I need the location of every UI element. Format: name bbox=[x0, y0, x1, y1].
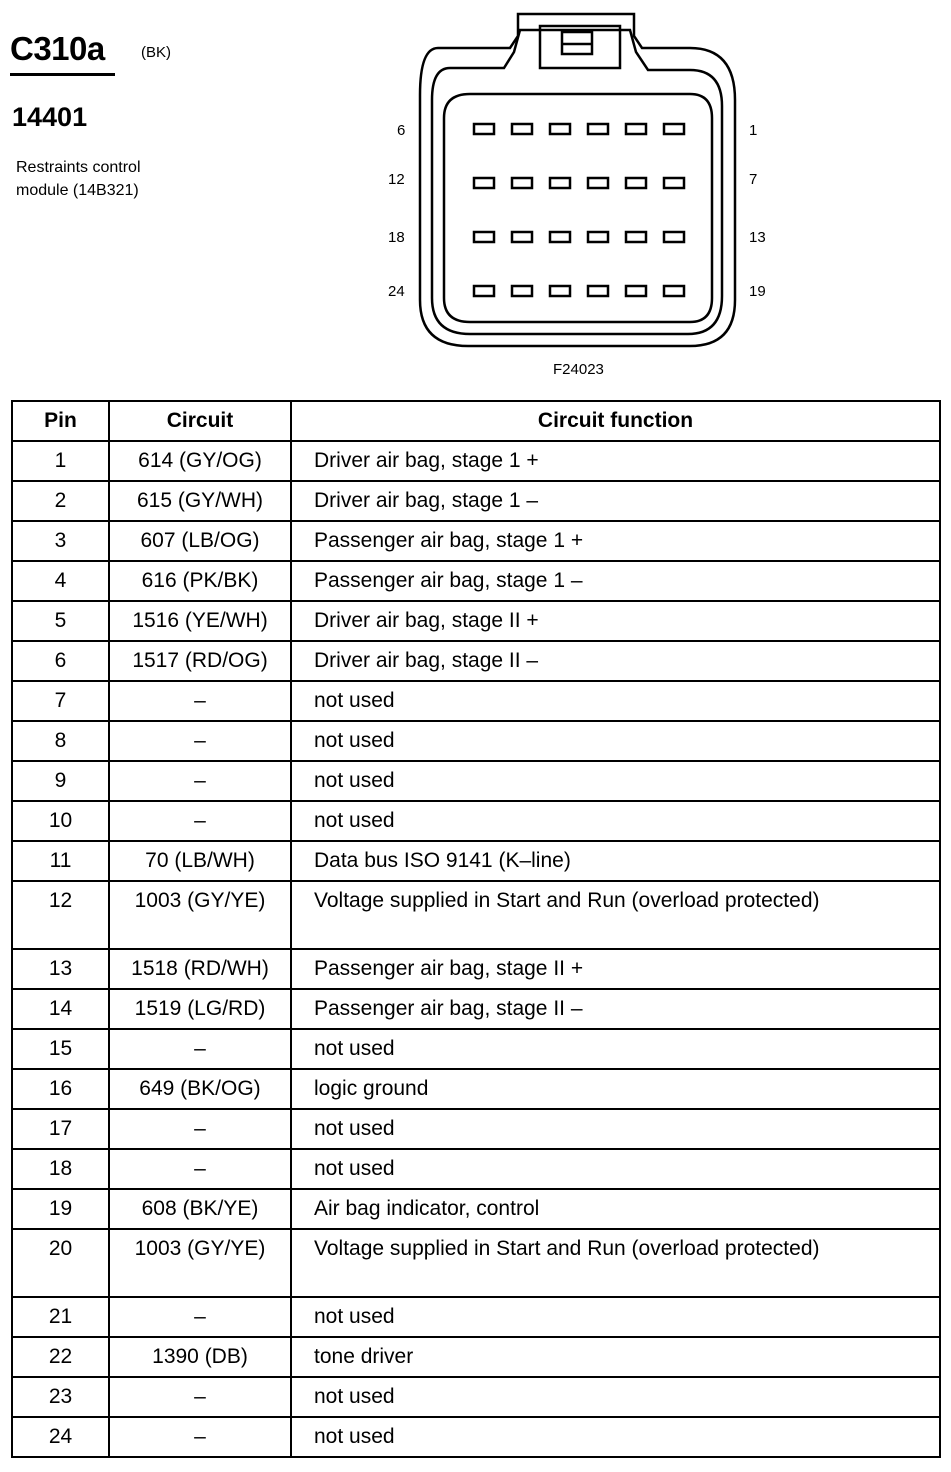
description-line-2: module (14B321) bbox=[16, 182, 139, 199]
circuit-cell: 70 (LB/WH) bbox=[109, 841, 291, 881]
figure-id: F24023 bbox=[553, 361, 604, 378]
table-row bbox=[12, 841, 940, 881]
pin-number-cell: 12 bbox=[12, 881, 109, 949]
pin-number-cell: 1 bbox=[12, 441, 109, 481]
pin-cavity bbox=[550, 124, 570, 134]
pin-number-cell: 15 bbox=[12, 1029, 109, 1069]
table-row bbox=[12, 881, 940, 949]
circuit-function-cell: Voltage supplied in Start and Run (overload protected) bbox=[291, 881, 940, 949]
table-row bbox=[12, 1189, 940, 1229]
table-row bbox=[12, 721, 940, 761]
circuit-function-cell: tone driver bbox=[291, 1337, 940, 1377]
circuit-function-cell: Driver air bag, stage II – bbox=[291, 641, 940, 681]
row-label-left-2: 12 bbox=[388, 171, 405, 188]
table-row bbox=[12, 1069, 940, 1109]
pin-cavity bbox=[626, 232, 646, 242]
connector-id-underline bbox=[10, 73, 115, 76]
table-row bbox=[12, 521, 940, 561]
table-row bbox=[12, 1149, 940, 1189]
pin-cavity bbox=[588, 178, 608, 188]
pin-number-cell: 4 bbox=[12, 561, 109, 601]
pin-cavity bbox=[550, 178, 570, 188]
pin-cavity bbox=[512, 178, 532, 188]
table-row bbox=[12, 761, 940, 801]
circuit-function-cell: not used bbox=[291, 1377, 940, 1417]
pin-number-cell: 24 bbox=[12, 1417, 109, 1457]
pin-cavity bbox=[664, 232, 684, 242]
pin-cavity bbox=[550, 286, 570, 296]
pin-number-cell: 5 bbox=[12, 601, 109, 641]
circuit-cell: 1390 (DB) bbox=[109, 1337, 291, 1377]
connector-housing-outline bbox=[420, 14, 735, 346]
row-label-right-4: 19 bbox=[749, 283, 766, 300]
pin-cavity bbox=[588, 286, 608, 296]
pin-cavity bbox=[626, 124, 646, 134]
circuit-function-cell: Passenger air bag, stage II – bbox=[291, 989, 940, 1029]
circuit-function-cell: not used bbox=[291, 1029, 940, 1069]
circuit-cell: 608 (BK/YE) bbox=[109, 1189, 291, 1229]
circuit-function-cell: Passenger air bag, stage II + bbox=[291, 949, 940, 989]
circuit-cell: 607 (LB/OG) bbox=[109, 521, 291, 561]
pin-number-cell: 3 bbox=[12, 521, 109, 561]
pin-cavity bbox=[474, 178, 494, 188]
pin-number-cell: 13 bbox=[12, 949, 109, 989]
pin-number-cell: 23 bbox=[12, 1377, 109, 1417]
row-label-right-2: 7 bbox=[749, 171, 758, 188]
pin-cavity bbox=[664, 124, 684, 134]
pin-cavity bbox=[588, 124, 608, 134]
pin-cavity bbox=[474, 124, 494, 134]
row-label-right-1: 1 bbox=[749, 122, 758, 139]
circuit-function-cell: not used bbox=[291, 1109, 940, 1149]
circuit-function-cell: not used bbox=[291, 1149, 940, 1189]
pin-number-cell: 16 bbox=[12, 1069, 109, 1109]
pin-number-cell: 14 bbox=[12, 989, 109, 1029]
part-number: 14401 bbox=[12, 102, 88, 132]
circuit-cell: 1003 (GY/YE) bbox=[109, 1229, 291, 1297]
circuit-cell: – bbox=[109, 1297, 291, 1337]
pin-number-cell: 20 bbox=[12, 1229, 109, 1297]
component-description bbox=[16, 156, 141, 202]
circuit-cell: 615 (GY/WH) bbox=[109, 481, 291, 521]
pin-cavity bbox=[550, 232, 570, 242]
pin-number-cell: 17 bbox=[12, 1109, 109, 1149]
table-row bbox=[12, 1417, 940, 1457]
circuit-cell: – bbox=[109, 761, 291, 801]
row-label-left-4: 24 bbox=[388, 283, 405, 300]
pin-cavity bbox=[626, 286, 646, 296]
circuit-cell: 649 (BK/OG) bbox=[109, 1069, 291, 1109]
pin-number-cell: 19 bbox=[12, 1189, 109, 1229]
header-pin: Pin bbox=[12, 401, 109, 441]
header-circuit-function: Circuit function bbox=[291, 401, 940, 441]
pin-cavity bbox=[474, 286, 494, 296]
table-row bbox=[12, 949, 940, 989]
circuit-cell: 1518 (RD/WH) bbox=[109, 949, 291, 989]
table-row bbox=[12, 1377, 940, 1417]
pin-number-cell: 18 bbox=[12, 1149, 109, 1189]
table-row bbox=[12, 1337, 940, 1377]
pin-number-cell: 21 bbox=[12, 1297, 109, 1337]
circuit-cell: 1516 (YE/WH) bbox=[109, 601, 291, 641]
circuit-cell: – bbox=[109, 681, 291, 721]
table-row bbox=[12, 601, 940, 641]
pinout-table bbox=[11, 400, 941, 1458]
pin-number-cell: 10 bbox=[12, 801, 109, 841]
table-row bbox=[12, 1229, 940, 1297]
connector-id: C310a bbox=[10, 30, 105, 67]
circuit-cell: – bbox=[109, 1149, 291, 1189]
table-row bbox=[12, 989, 940, 1029]
pin-cavity-grid bbox=[474, 124, 684, 296]
circuit-function-cell: Driver air bag, stage 1 + bbox=[291, 441, 940, 481]
connector-face-diagram bbox=[380, 8, 780, 388]
pin-cavity bbox=[626, 178, 646, 188]
circuit-function-cell: not used bbox=[291, 801, 940, 841]
circuit-cell: 1519 (LG/RD) bbox=[109, 989, 291, 1029]
table-header-row bbox=[12, 401, 940, 441]
table-row bbox=[12, 681, 940, 721]
pin-cavity bbox=[588, 232, 608, 242]
header-circuit: Circuit bbox=[109, 401, 291, 441]
circuit-function-cell: Voltage supplied in Start and Run (overload protected) bbox=[291, 1229, 940, 1297]
table-row bbox=[12, 641, 940, 681]
pin-number-cell: 2 bbox=[12, 481, 109, 521]
connector-color: (BK) bbox=[141, 44, 171, 61]
circuit-function-cell: not used bbox=[291, 1297, 940, 1337]
circuit-cell: 614 (GY/OG) bbox=[109, 441, 291, 481]
pin-cavity bbox=[664, 286, 684, 296]
circuit-cell: – bbox=[109, 1417, 291, 1457]
circuit-function-cell: Driver air bag, stage 1 – bbox=[291, 481, 940, 521]
row-label-left-3: 18 bbox=[388, 229, 405, 246]
table-row bbox=[12, 1297, 940, 1337]
circuit-function-cell: Passenger air bag, stage 1 + bbox=[291, 521, 940, 561]
circuit-function-cell: logic ground bbox=[291, 1069, 940, 1109]
pin-cavity bbox=[664, 178, 684, 188]
circuit-function-cell: not used bbox=[291, 721, 940, 761]
circuit-cell: 1517 (RD/OG) bbox=[109, 641, 291, 681]
pin-cavity bbox=[512, 124, 532, 134]
circuit-cell: – bbox=[109, 801, 291, 841]
table-row bbox=[12, 441, 940, 481]
table-row bbox=[12, 1109, 940, 1149]
table-row bbox=[12, 481, 940, 521]
table-row bbox=[12, 561, 940, 601]
circuit-cell: 616 (PK/BK) bbox=[109, 561, 291, 601]
circuit-function-cell: Passenger air bag, stage 1 – bbox=[291, 561, 940, 601]
circuit-cell: 1003 (GY/YE) bbox=[109, 881, 291, 949]
circuit-function-cell: not used bbox=[291, 1417, 940, 1457]
circuit-function-cell: Air bag indicator, control bbox=[291, 1189, 940, 1229]
pin-number-cell: 11 bbox=[12, 841, 109, 881]
pin-cavity bbox=[512, 286, 532, 296]
pin-number-cell: 6 bbox=[12, 641, 109, 681]
pin-number-cell: 22 bbox=[12, 1337, 109, 1377]
circuit-function-cell: not used bbox=[291, 681, 940, 721]
row-label-right-3: 13 bbox=[749, 229, 766, 246]
circuit-cell: – bbox=[109, 1109, 291, 1149]
circuit-cell: – bbox=[109, 721, 291, 761]
pin-number-cell: 9 bbox=[12, 761, 109, 801]
table-row bbox=[12, 801, 940, 841]
pin-number-cell: 8 bbox=[12, 721, 109, 761]
pin-cavity bbox=[512, 232, 532, 242]
circuit-function-cell: Driver air bag, stage II + bbox=[291, 601, 940, 641]
circuit-cell: – bbox=[109, 1029, 291, 1069]
table-row bbox=[12, 1029, 940, 1069]
description-line-1: Restraints control bbox=[16, 159, 141, 176]
pin-cavity bbox=[474, 232, 494, 242]
circuit-function-cell: not used bbox=[291, 761, 940, 801]
circuit-function-cell: Data bus ISO 9141 (K–line) bbox=[291, 841, 940, 881]
circuit-cell: – bbox=[109, 1377, 291, 1417]
pin-number-cell: 7 bbox=[12, 681, 109, 721]
row-label-left-1: 6 bbox=[397, 122, 406, 139]
